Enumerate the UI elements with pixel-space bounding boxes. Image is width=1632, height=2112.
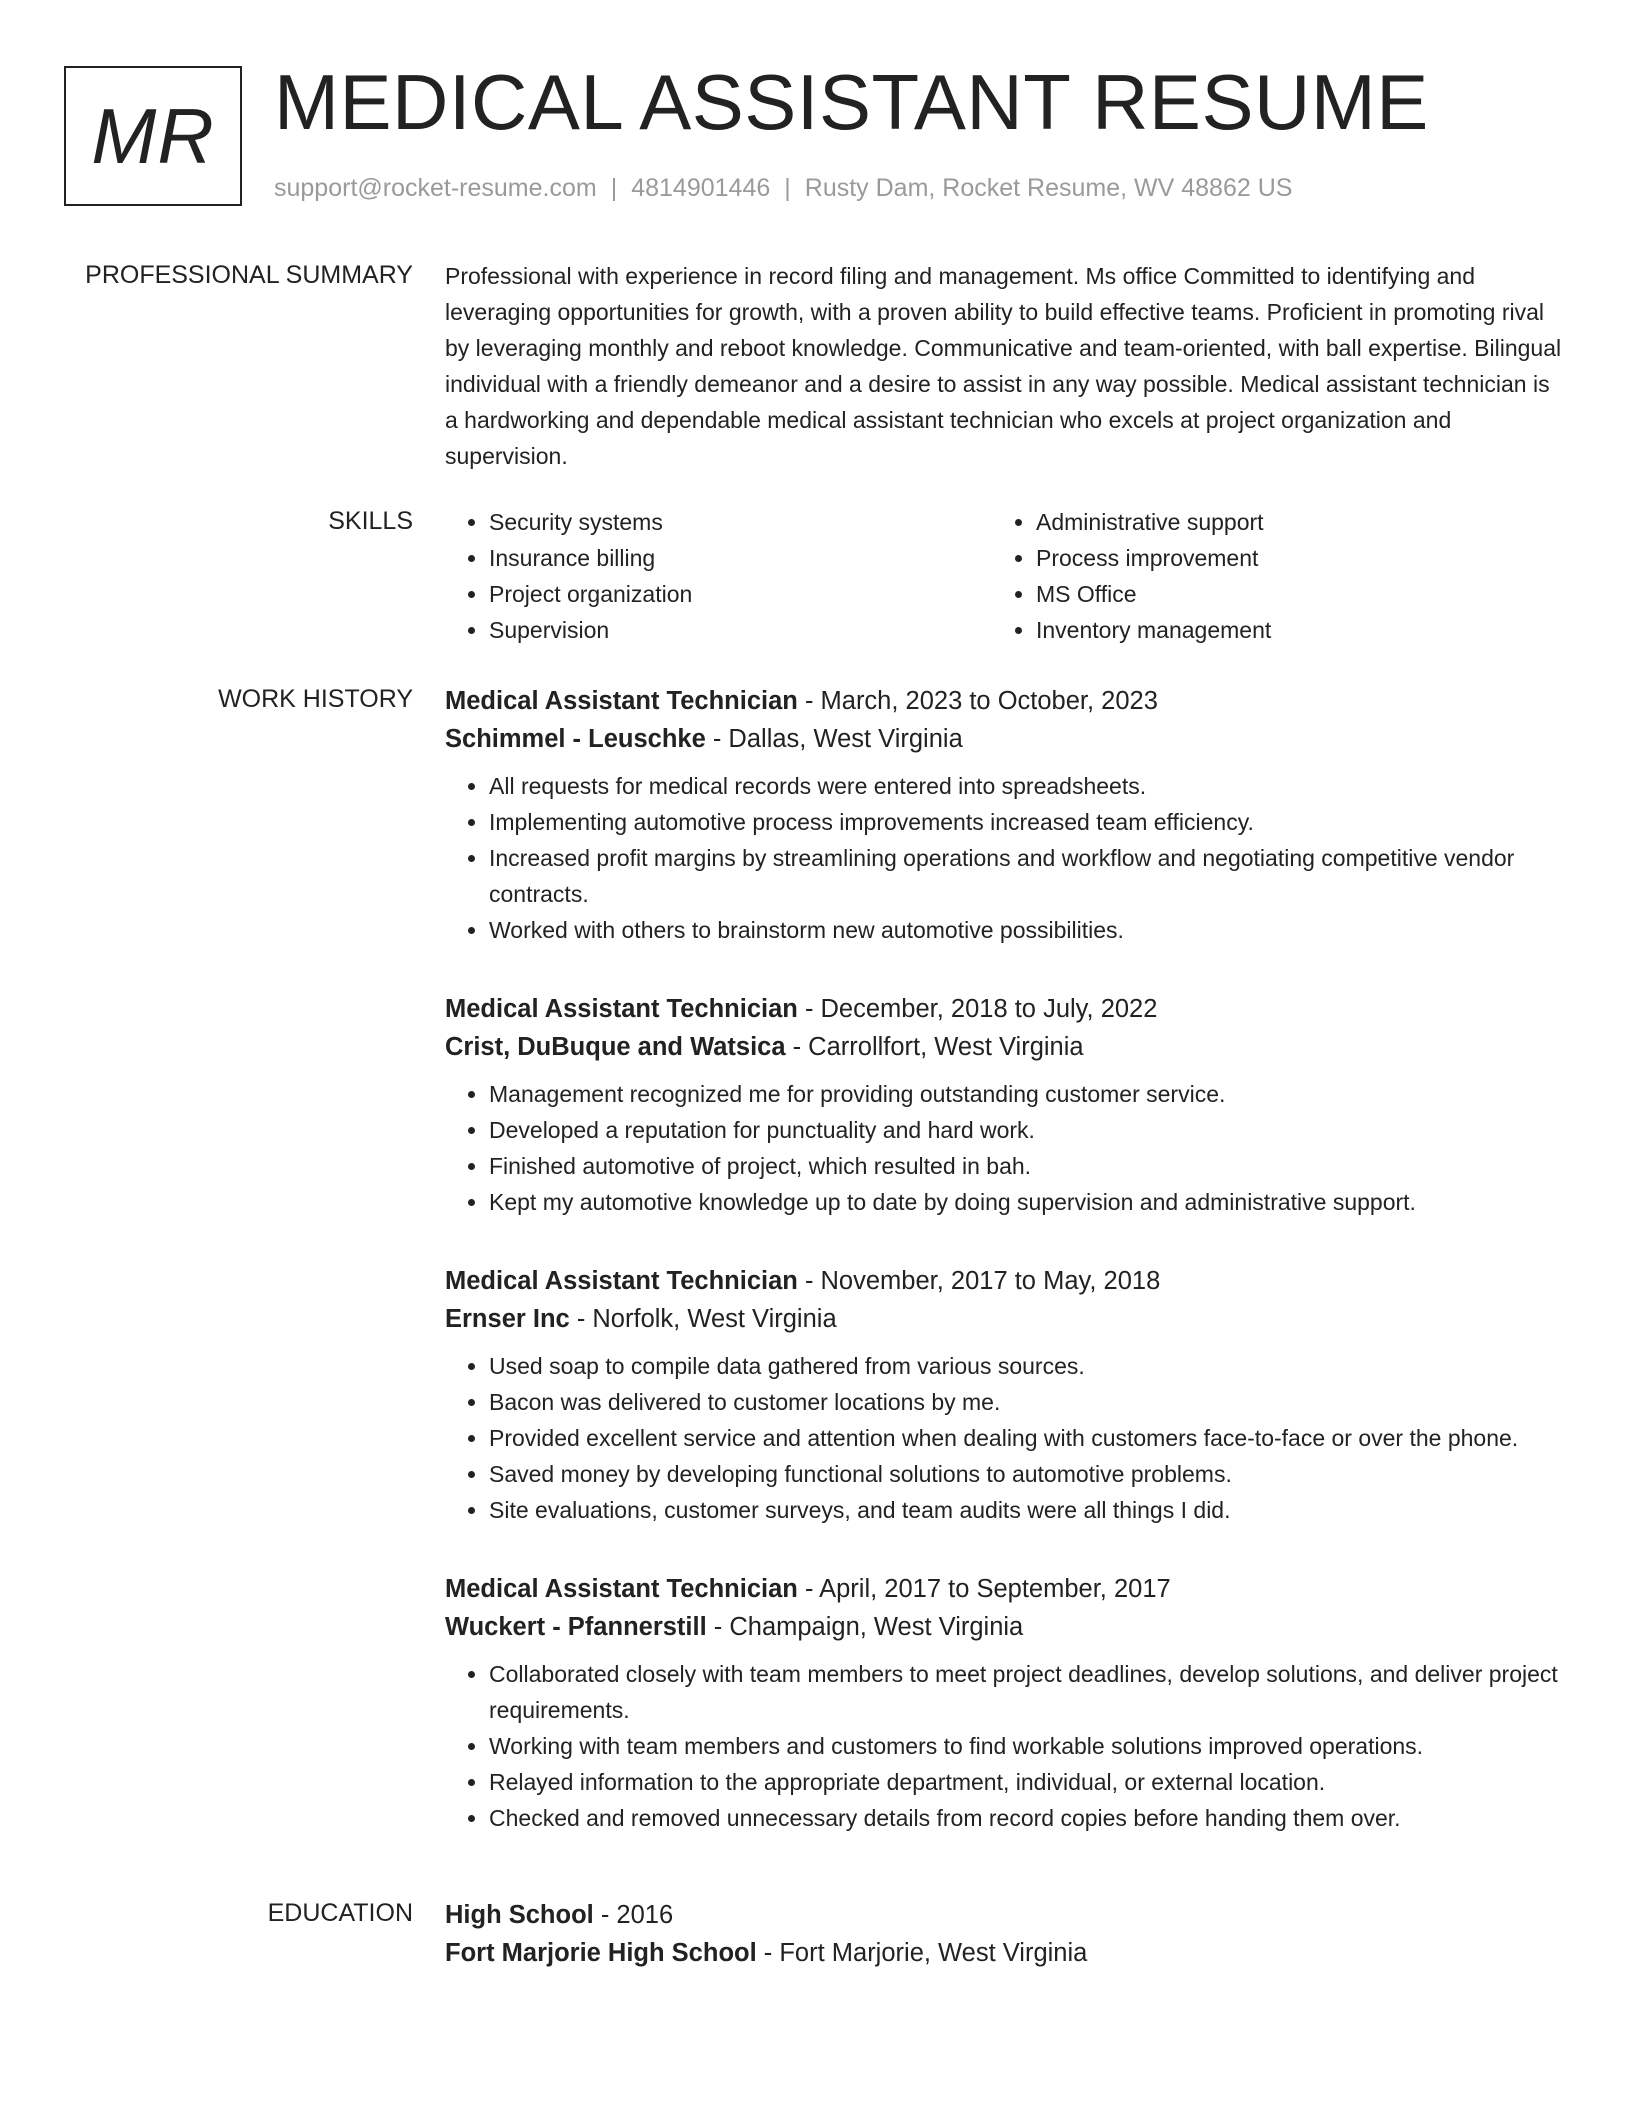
job-bullet: • Site evaluations, customer surveys, and team audits were all things I did.	[489, 1492, 1565, 1528]
education-degree: High School	[445, 1901, 594, 1929]
job-bullet: • Management recognized me for providing outstanding customer service.	[489, 1076, 1565, 1112]
job-heading	[445, 990, 1565, 1028]
job-title: Medical Assistant Technician	[445, 1267, 798, 1295]
job-entry	[445, 1262, 1565, 1528]
job-bullet: • All requests for medical records were entered into spreadsheets.	[489, 768, 1565, 804]
job-bullet: • Increased profit margins by streamlining operations and workflow and negotiating competitive vendor contracts.	[489, 840, 1565, 912]
job-bullet: • Checked and removed unnecessary details from record copies before handing them over.	[489, 1800, 1565, 1836]
job-bullet: • Relayed information to the appropriate department, individual, or external location.	[489, 1764, 1565, 1800]
job-location: - Carrollfort, West Virginia	[785, 1033, 1084, 1061]
job-dates: - December, 2018 to July, 2022	[797, 995, 1158, 1023]
skill-item: • Security systems	[489, 504, 992, 540]
job-bullet: • Worked with others to brainstorm new automotive possibilities.	[489, 912, 1565, 948]
summary-text: Professional with experience in record filing and management. Ms office Committed to identifying and leveraging opportunities for growth, with a proven ability to build effective teams. Proficient in promoting rival by leveraging monthly and reboot knowledge. Communicative and team-oriented, with ball expertise. Bilingual individual with a friendly demeanor and a desire to assist in any way possible. Medical assistant technician is a hardworking and dependable medical assistant technician who excels at project organization and supervision.	[445, 263, 1562, 469]
contact-phone: 4814901446	[631, 174, 771, 202]
job-employer-line	[445, 720, 1565, 758]
job-company: Ernser Inc	[445, 1305, 570, 1333]
skills-list-right	[992, 504, 1539, 648]
job-dates: - November, 2017 to May, 2018	[797, 1267, 1161, 1295]
education-body	[445, 1896, 1565, 1972]
summary-label: PROFESSIONAL SUMMARY	[85, 261, 413, 289]
job-bullet: • Kept my automotive knowledge up to date by doing supervision and administrative support.	[489, 1184, 1565, 1220]
job-bullet: • Saved money by developing functional solutions to automotive problems.	[489, 1456, 1565, 1492]
job-location: - Champaign, West Virginia	[706, 1613, 1024, 1641]
skill-item: • MS Office	[1036, 576, 1539, 612]
job-entry	[445, 1570, 1565, 1836]
job-bullets	[445, 1076, 1565, 1220]
education-label: EDUCATION	[267, 1899, 413, 1927]
job-location: - Dallas, West Virginia	[705, 725, 963, 753]
resume-title: MEDICAL ASSISTANT RESUME	[274, 58, 1429, 146]
job-heading	[445, 1262, 1565, 1300]
job-title: Medical Assistant Technician	[445, 995, 798, 1023]
work-history-body	[445, 682, 1565, 1878]
skill-item: • Process improvement	[1036, 540, 1539, 576]
job-dates: - March, 2023 to October, 2023	[797, 687, 1158, 715]
skills-list-left	[445, 504, 992, 648]
job-employer-line	[445, 1028, 1565, 1066]
skill-item: • Insurance billing	[489, 540, 992, 576]
education-location: - Fort Marjorie, West Virginia	[756, 1939, 1088, 1967]
job-bullet: • Used soap to compile data gathered from various sources.	[489, 1348, 1565, 1384]
job-company: Schimmel - Leuschke	[445, 725, 706, 753]
job-bullet: • Implementing automotive process improvements increased team efficiency.	[489, 804, 1565, 840]
work-history-label: WORK HISTORY	[218, 685, 413, 713]
job-location: - Norfolk, West Virginia	[569, 1305, 837, 1333]
job-bullet: • Provided excellent service and attention when dealing with customers face-to-face or over the phone.	[489, 1420, 1565, 1456]
contact-address: Rusty Dam, Rocket Resume, WV 48862 US	[804, 174, 1293, 202]
job-bullet: • Developed a reputation for punctuality and hard work.	[489, 1112, 1565, 1148]
job-company: Crist, DuBuque and Watsica	[445, 1033, 786, 1061]
education-year: - 2016	[593, 1901, 674, 1929]
job-heading	[445, 1570, 1565, 1608]
skills-label: SKILLS	[328, 507, 413, 535]
skill-item: • Inventory management	[1036, 612, 1539, 648]
job-title: Medical Assistant Technician	[445, 687, 798, 715]
summary-body	[445, 258, 1565, 474]
job-bullets	[445, 768, 1565, 948]
skills-body	[445, 504, 1565, 648]
job-employer-line	[445, 1608, 1565, 1646]
skill-item: • Project organization	[489, 576, 992, 612]
job-bullet: • Working with team members and customers to find workable solutions improved operations.	[489, 1728, 1565, 1764]
job-dates: - April, 2017 to September, 2017	[797, 1575, 1171, 1603]
contact-line	[274, 174, 1292, 203]
job-bullet: • Collaborated closely with team members to meet project deadlines, develop solutions, and deliver project requirements.	[489, 1656, 1565, 1728]
contact-separator: |	[784, 174, 791, 202]
education-school: Fort Marjorie High School	[445, 1939, 757, 1967]
job-bullet: • Bacon was delivered to customer locations by me.	[489, 1384, 1565, 1420]
contact-email: support@rocket-resume.com	[274, 174, 597, 202]
contact-separator: |	[610, 174, 618, 202]
skill-item: • Supervision	[489, 612, 992, 648]
job-company: Wuckert - Pfannerstill	[445, 1613, 707, 1641]
education-school-line	[445, 1934, 1565, 1972]
job-heading	[445, 682, 1565, 720]
job-employer-line	[445, 1300, 1565, 1338]
job-bullet: • Finished automotive of project, which resulted in bah.	[489, 1148, 1565, 1184]
job-bullets	[445, 1656, 1565, 1836]
monogram-initials: MR	[64, 66, 242, 206]
job-entry	[445, 682, 1565, 948]
job-entry	[445, 990, 1565, 1220]
skill-item: • Administrative support	[1036, 504, 1539, 540]
education-degree-line	[445, 1896, 1565, 1934]
job-bullets	[445, 1348, 1565, 1528]
job-title: Medical Assistant Technician	[445, 1575, 798, 1603]
